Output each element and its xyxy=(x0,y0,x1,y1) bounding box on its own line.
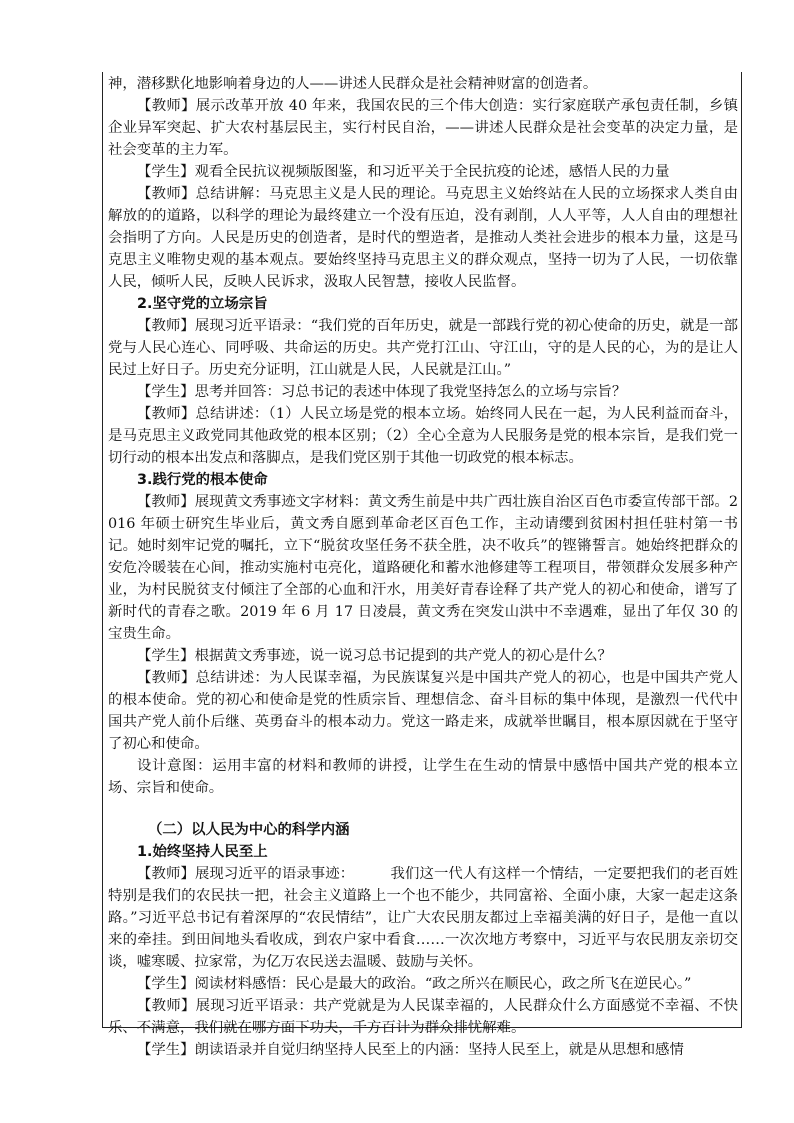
paragraph xyxy=(108,667,738,755)
role-tag: 【教师】 xyxy=(137,494,195,510)
paragraph-text: 观看全民抗议视频版图鉴，和习近平关于全民抗疫的论述，感悟人民的力量 xyxy=(194,164,670,180)
paragraph xyxy=(108,381,738,403)
role-tag: 【教师】 xyxy=(137,866,195,882)
role-tag: 【学生】 xyxy=(137,384,195,400)
paragraph: 神，潜移默化地影响着身边的人——讲述人民群众是社会精神财富的创造者。 xyxy=(108,76,598,92)
section-heading: 3.践行党的根本使命 xyxy=(137,472,268,488)
chapter-heading: （二）以人民为中心的科学内涵 xyxy=(148,822,350,838)
paragraph-text: 朗读语录并自觉归纳坚持人民至上的内涵：坚持人民至上，就是从思想和感情 xyxy=(194,1042,684,1058)
paragraph xyxy=(108,995,738,1039)
paragraph xyxy=(108,863,738,973)
paragraph-text: 根据黄文秀事迹，说一说习总书记提到的共产党人的初心是什么？ xyxy=(194,648,612,664)
role-tag: 【教师】 xyxy=(137,98,196,114)
paragraph xyxy=(108,973,738,995)
paragraph xyxy=(108,755,738,799)
paragraph-gap xyxy=(108,799,738,819)
paragraph-text: 展现黄文秀事迹文字材料：黄文秀生前是中共广西壮族自治区百色市委宣传部干部。2016 年硕士研究生毕业后，黄文秀自愿到革命老区百色工作，主动请缨到贫困村担任驻村第一书记。她时刻牢记党的嘱托，立下“脱贫攻坚任务不获全胜，决不收兵”的铿锵誓言。她始终把群众的安危冷暖装在心间，推动实施村屯亮化，道路硬化和蓄水池修建等工程项目，带领群众发展多种产业，为村民脱贫支付倾注了全部的心血和汗水，用美好青春诠释了共产党人的初心和使命，谱写了新时代的青春之歌。2019 年 6 月 17 日凌晨，黄文秀在突发山洪中不幸遇难，显出了年仅 30 的宝贵生命。 xyxy=(108,494,738,642)
document-body xyxy=(108,73,738,1061)
section-heading: 2.坚守党的立场宗旨 xyxy=(137,296,268,312)
paragraph-text: 思考并回答：习总书记的表述中体现了我党坚持怎么的立场与宗旨？ xyxy=(194,384,627,400)
role-tag: 【教师】 xyxy=(137,670,196,686)
paragraph xyxy=(108,491,738,645)
role-tag: 【学生】 xyxy=(137,164,195,180)
role-tag: 【学生】 xyxy=(137,648,195,664)
paragraph-text: 展现习近平语录：“我们党的百年历史，就是一部践行党的初心使命的历史，就是一部党与人民心连心、同呼吸、共命运的历史。共产党打江山、守江山，守的是人民的心，为的是让人民过上好日子。历史充分证明，江山就是人民，人民就是江山。” xyxy=(108,318,738,378)
role-tag: 【教师】 xyxy=(137,186,196,202)
role-tag: 【教师】 xyxy=(137,406,196,422)
paragraph-text: 总结讲解：马克思主义是人民的理论。马克思主义始终站在人民的立场探求人类自由解放的的道路，以科学的理论为最终建立一个没有压迫，没有剥削，人人平等，人人自由的理想社会指明了方向。人民是历史的创造者，是时代的塑造者，是推动人类社会进步的根本力量，这是马克思主义唯物史观的基本观点。要始终坚持马克思主义的群众观点，坚持一切为了人民，一切依靠人民，倾听人民，反映人民诉求，汲取人民智慧，接收人民监督。 xyxy=(108,186,738,290)
paragraph xyxy=(108,315,738,381)
paragraph-text: 设计意图：运用丰富的材料和教师的讲授，让学生在生动的情景中感悟中国共产党的根本立场、宗旨和使命。 xyxy=(108,758,738,796)
paragraph xyxy=(108,183,738,293)
paragraph-text: 总结讲述：为人民谋幸福，为民族谋复兴是中国共产党人的初心，也是中国共产党人的根本使命。党的初心和使命是党的性质宗旨、理想信念、奋斗目标的集中体现，是激烈一代代中国共产党人前仆后继、英勇奋斗的根本动力。党这一路走来，成就举世瞩目，根本原因就在于坚守了初心和使命。 xyxy=(108,670,738,752)
paragraph-text: 展示改革开放 40 年来，我国农民的三个伟大创造：实行家庭联产承包责任制，乡镇企业异军突起、扩大农村基层民主，实行村民自治，——讲述人民群众是社会变革的决定力量，是社会变革的主力军。 xyxy=(108,98,738,158)
paragraph xyxy=(108,95,738,161)
role-tag: 【教师】 xyxy=(137,998,196,1014)
paragraph xyxy=(108,161,738,183)
paragraph xyxy=(108,403,738,469)
paragraph-text: 阅读材料感悟：民心是最大的政治。“政之所兴在顺民心，政之所飞在逆民心。” xyxy=(194,976,692,992)
role-tag: 【学生】 xyxy=(137,976,195,992)
role-tag: 【学生】 xyxy=(137,1042,195,1058)
role-tag: 【教师】 xyxy=(137,318,195,334)
paragraph-text: 总结讲述：（1）人民立场是党的根本立场。始终同人民在一起，为人民利益而奋斗，是马克思主义政党同其他政党的根本区别；（2）全心全意为人民服务是党的根本宗旨，是我们党一切行动的根本出发点和落脚点，是我们党区别于其他一切政党的根本标志。 xyxy=(108,406,738,466)
paragraph xyxy=(108,1039,738,1061)
paragraph xyxy=(108,645,738,667)
paragraph-text: 展现习近平的语录事迹： 我们这一代人有这样一个情结，一定要把我们的老百姓特别是我们的农民扶一把，社会主义道路上一个也不能少，共同富裕、全面小康，大家一起走这条路。”习近平总书记有着深厚的“农民情结”，让广大农民朋友都过上幸福美满的好日子，是他一直以来的牵挂。到田间地头看收成，到农户家中看食……一次次地方考察中，习近平与农民朋友亲切交谈，嘘寒暖、拉家常，为亿万农民送去温暖、鼓励与关怀。 xyxy=(108,866,738,970)
section-heading: 1.始终坚持人民至上 xyxy=(137,844,268,860)
paragraph-text: 展现习近平语录：共产党就是为人民谋幸福的，人民群众什么方面感觉不幸福、不快乐、不满意，我们就在哪方面下功夫，千方百计为群众排忧解难。 xyxy=(108,998,738,1036)
